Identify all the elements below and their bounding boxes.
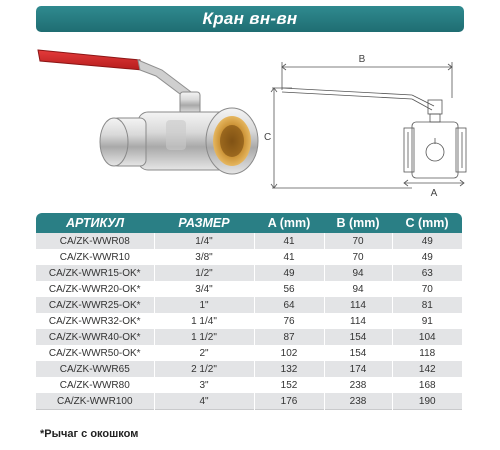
cell-c: 91	[392, 313, 462, 329]
col-header-b: B (mm)	[324, 213, 392, 233]
table-row	[36, 297, 462, 313]
spec-table	[36, 213, 462, 410]
cell-b: 238	[324, 393, 392, 410]
dim-c-label: C	[264, 132, 272, 143]
cell-size: 3"	[154, 377, 254, 393]
table-row	[36, 233, 462, 249]
cell-size: 1 1/2"	[154, 329, 254, 345]
cell-c: 168	[392, 377, 462, 393]
valve-body	[100, 108, 258, 174]
cell-c: 63	[392, 265, 462, 281]
col-header-c: C (mm)	[392, 213, 462, 233]
cell-c: 118	[392, 345, 462, 361]
dim-a-label: A	[430, 188, 438, 199]
cell-a: 56	[254, 281, 324, 297]
cell-b: 154	[324, 329, 392, 345]
table-row	[36, 361, 462, 377]
cell-b: 154	[324, 345, 392, 361]
dim-b-label: B	[358, 54, 366, 65]
cell-c: 49	[392, 233, 462, 249]
cell-a: 132	[254, 361, 324, 377]
cell-article: CA/ZK-WWR32-OK*	[36, 313, 154, 329]
table-row	[36, 281, 462, 297]
valve-photo	[20, 40, 260, 200]
cell-size: 1"	[154, 297, 254, 313]
table-row	[36, 393, 462, 410]
cell-b: 94	[324, 265, 392, 281]
cell-size: 3/8"	[154, 249, 254, 265]
cell-article: CA/ZK-WWR10	[36, 249, 154, 265]
cell-size: 4"	[154, 393, 254, 410]
cell-b: 174	[324, 361, 392, 377]
cell-a: 176	[254, 393, 324, 410]
cell-b: 70	[324, 233, 392, 249]
cell-article: CA/ZK-WWR25-OK*	[36, 297, 154, 313]
cell-c: 142	[392, 361, 462, 377]
cell-article: CA/ZK-WWR08	[36, 233, 154, 249]
lever-handle	[38, 50, 195, 100]
cell-article: CA/ZK-WWR50-OK*	[36, 345, 154, 361]
cell-article: CA/ZK-WWR20-OK*	[36, 281, 154, 297]
table-row	[36, 313, 462, 329]
cell-a: 76	[254, 313, 324, 329]
table-row	[36, 345, 462, 361]
cell-a: 49	[254, 265, 324, 281]
cell-a: 64	[254, 297, 324, 313]
col-header-article: АРТИКУЛ	[36, 213, 154, 233]
cell-size: 1/4"	[154, 233, 254, 249]
cell-c: 70	[392, 281, 462, 297]
col-header-a: A (mm)	[254, 213, 324, 233]
cell-c: 81	[392, 297, 462, 313]
cell-a: 152	[254, 377, 324, 393]
table-header-row	[36, 213, 462, 233]
cell-a: 102	[254, 345, 324, 361]
cell-size: 2"	[154, 345, 254, 361]
technical-drawing	[262, 40, 492, 200]
cell-b: 94	[324, 281, 392, 297]
page-title	[36, 6, 464, 32]
page-title-text: Кран вн-вн	[202, 9, 298, 28]
cell-article: CA/ZK-WWR65	[36, 361, 154, 377]
cell-a: 41	[254, 249, 324, 265]
table-row	[36, 249, 462, 265]
cell-b: 114	[324, 297, 392, 313]
cell-size: 3/4"	[154, 281, 254, 297]
table-row	[36, 329, 462, 345]
cell-b: 70	[324, 249, 392, 265]
col-header-size: РАЗМЕР	[154, 213, 254, 233]
cell-size: 1 1/4"	[154, 313, 254, 329]
cell-size: 1/2"	[154, 265, 254, 281]
footnote: *Рычаг с окошком	[40, 428, 139, 440]
cell-b: 238	[324, 377, 392, 393]
table-row	[36, 265, 462, 281]
cell-c: 49	[392, 249, 462, 265]
cell-c: 104	[392, 329, 462, 345]
table-row	[36, 377, 462, 393]
cell-a: 41	[254, 233, 324, 249]
cell-a: 87	[254, 329, 324, 345]
cell-size: 2 1/2"	[154, 361, 254, 377]
cell-article: CA/ZK-WWR100	[36, 393, 154, 410]
cell-article: CA/ZK-WWR15-OK*	[36, 265, 154, 281]
cell-b: 114	[324, 313, 392, 329]
cell-c: 190	[392, 393, 462, 410]
cell-article: CA/ZK-WWR40-OK*	[36, 329, 154, 345]
cell-article: CA/ZK-WWR80	[36, 377, 154, 393]
